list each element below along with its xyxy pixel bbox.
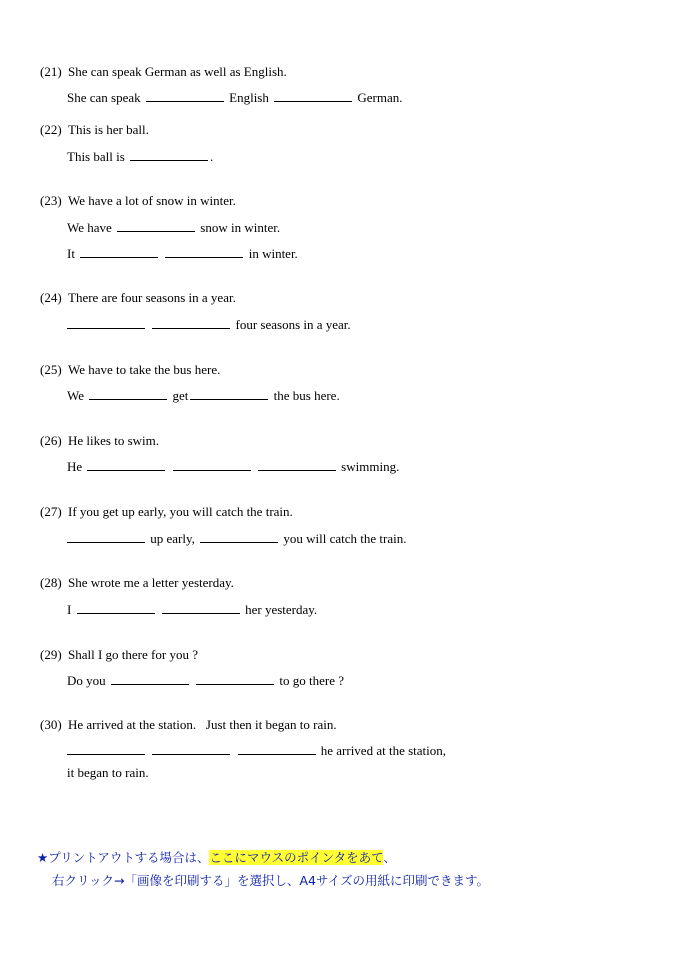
text-fragment: the bus here.: [273, 388, 340, 403]
answer-blank[interactable]: [87, 458, 165, 471]
answer-blank[interactable]: [173, 458, 251, 471]
question-number: (25): [40, 362, 62, 377]
question-28-prompt: [40, 575, 234, 591]
answer-blank[interactable]: [130, 148, 208, 161]
text-fragment: We have a lot of snow in winter.: [68, 193, 236, 208]
question-23-answer-2: [67, 245, 298, 262]
question-21-answer: [67, 89, 403, 106]
question-number: (30): [40, 717, 62, 732]
text-fragment: He arrived at the station. Just then it began to rain.: [68, 717, 337, 732]
question-number: (29): [40, 647, 62, 662]
question-number: (23): [40, 193, 62, 208]
question-number: (28): [40, 575, 62, 590]
text-fragment: it began to rain.: [67, 765, 149, 780]
question-27-answer: [65, 530, 407, 547]
answer-blank[interactable]: [152, 316, 230, 329]
text-fragment: snow in winter.: [200, 220, 281, 235]
answer-blank[interactable]: [152, 742, 230, 755]
question-24-answer: [65, 316, 351, 333]
answer-blank[interactable]: [258, 458, 336, 471]
answer-blank[interactable]: [165, 245, 243, 258]
text-fragment: She wrote me a letter yesterday.: [68, 575, 234, 590]
text-fragment: If you get up early, you will catch the train.: [68, 504, 293, 519]
text-fragment: you will catch the train.: [283, 531, 407, 546]
text-fragment: up early,: [150, 531, 195, 546]
answer-blank[interactable]: [67, 742, 145, 755]
answer-blank[interactable]: [67, 316, 145, 329]
answer-blank[interactable]: [111, 672, 189, 685]
question-number: (26): [40, 433, 62, 448]
text-fragment: He likes to swim.: [68, 433, 159, 448]
question-28-answer: [67, 601, 317, 618]
answer-blank[interactable]: [146, 89, 224, 102]
text-fragment: swimming.: [341, 459, 400, 474]
question-30-answer-2: [67, 765, 149, 781]
question-24-prompt: [40, 290, 236, 306]
print-hover-target[interactable]: ここにマウスのポインタをあて: [209, 850, 384, 865]
question-23-prompt: [40, 193, 236, 209]
answer-blank[interactable]: [274, 89, 352, 102]
answer-blank[interactable]: [117, 219, 195, 232]
question-22-answer: [67, 148, 213, 165]
text-fragment: Shall I go there for you ?: [68, 647, 198, 662]
question-29-answer: [67, 672, 344, 689]
question-26-prompt: [40, 433, 159, 449]
text-fragment: I: [67, 602, 72, 617]
text-fragment: to go there ?: [279, 673, 345, 688]
text-fragment: She can speak: [67, 90, 141, 105]
question-26-answer: [67, 458, 399, 475]
text-fragment: Do you: [67, 673, 106, 688]
text-fragment: English: [229, 90, 269, 105]
print-instruction-line-1: ★プリントアウトする場合は、ここにマウスのポインタをあて、: [37, 850, 396, 865]
answer-blank[interactable]: [238, 742, 316, 755]
text-fragment: four seasons in a year.: [235, 317, 351, 332]
text-fragment: This ball is: [67, 149, 125, 164]
question-22-prompt: [40, 122, 149, 138]
question-30-answer-1: [65, 742, 446, 759]
question-number: (24): [40, 290, 62, 305]
question-21-prompt: (21) She can speak German as well as English.: [40, 64, 287, 79]
answer-blank[interactable]: [196, 672, 274, 685]
text-fragment: .: [210, 149, 214, 164]
answer-blank[interactable]: [162, 601, 240, 614]
answer-blank[interactable]: [80, 245, 158, 258]
text-fragment: This is her ball.: [68, 122, 149, 137]
text-fragment: We have to take the bus here.: [68, 362, 221, 377]
text-fragment: It: [67, 246, 75, 261]
answer-blank[interactable]: [77, 601, 155, 614]
question-27-prompt: [40, 504, 293, 520]
text-fragment: German.: [357, 90, 403, 105]
answer-blank[interactable]: [200, 530, 278, 543]
text-fragment: We have: [67, 220, 112, 235]
text-fragment: he arrived at the station,: [320, 743, 447, 758]
answer-blank[interactable]: [67, 530, 145, 543]
question-23-answer-1: [67, 219, 280, 236]
question-25-answer: [67, 387, 340, 404]
answer-blank[interactable]: [89, 387, 167, 400]
question-29-prompt: [40, 647, 198, 663]
star-icon: ★: [37, 850, 49, 865]
question-30-prompt: [40, 717, 337, 733]
question-number: (27): [40, 504, 62, 519]
question-25-prompt: [40, 362, 220, 378]
text-fragment: in winter.: [248, 246, 298, 261]
text-fragment: There are four seasons in a year.: [68, 290, 236, 305]
text-fragment: get: [172, 388, 189, 403]
answer-blank[interactable]: [190, 387, 268, 400]
text-fragment: her yesterday.: [245, 602, 318, 617]
print-instruction-line-2: 右クリック→「画像を印刷する」を選択し、A4サイズの用紙に印刷できます。: [52, 873, 489, 888]
question-number: (22): [40, 122, 62, 137]
text-fragment: He: [67, 459, 83, 474]
text-fragment: We: [67, 388, 84, 403]
